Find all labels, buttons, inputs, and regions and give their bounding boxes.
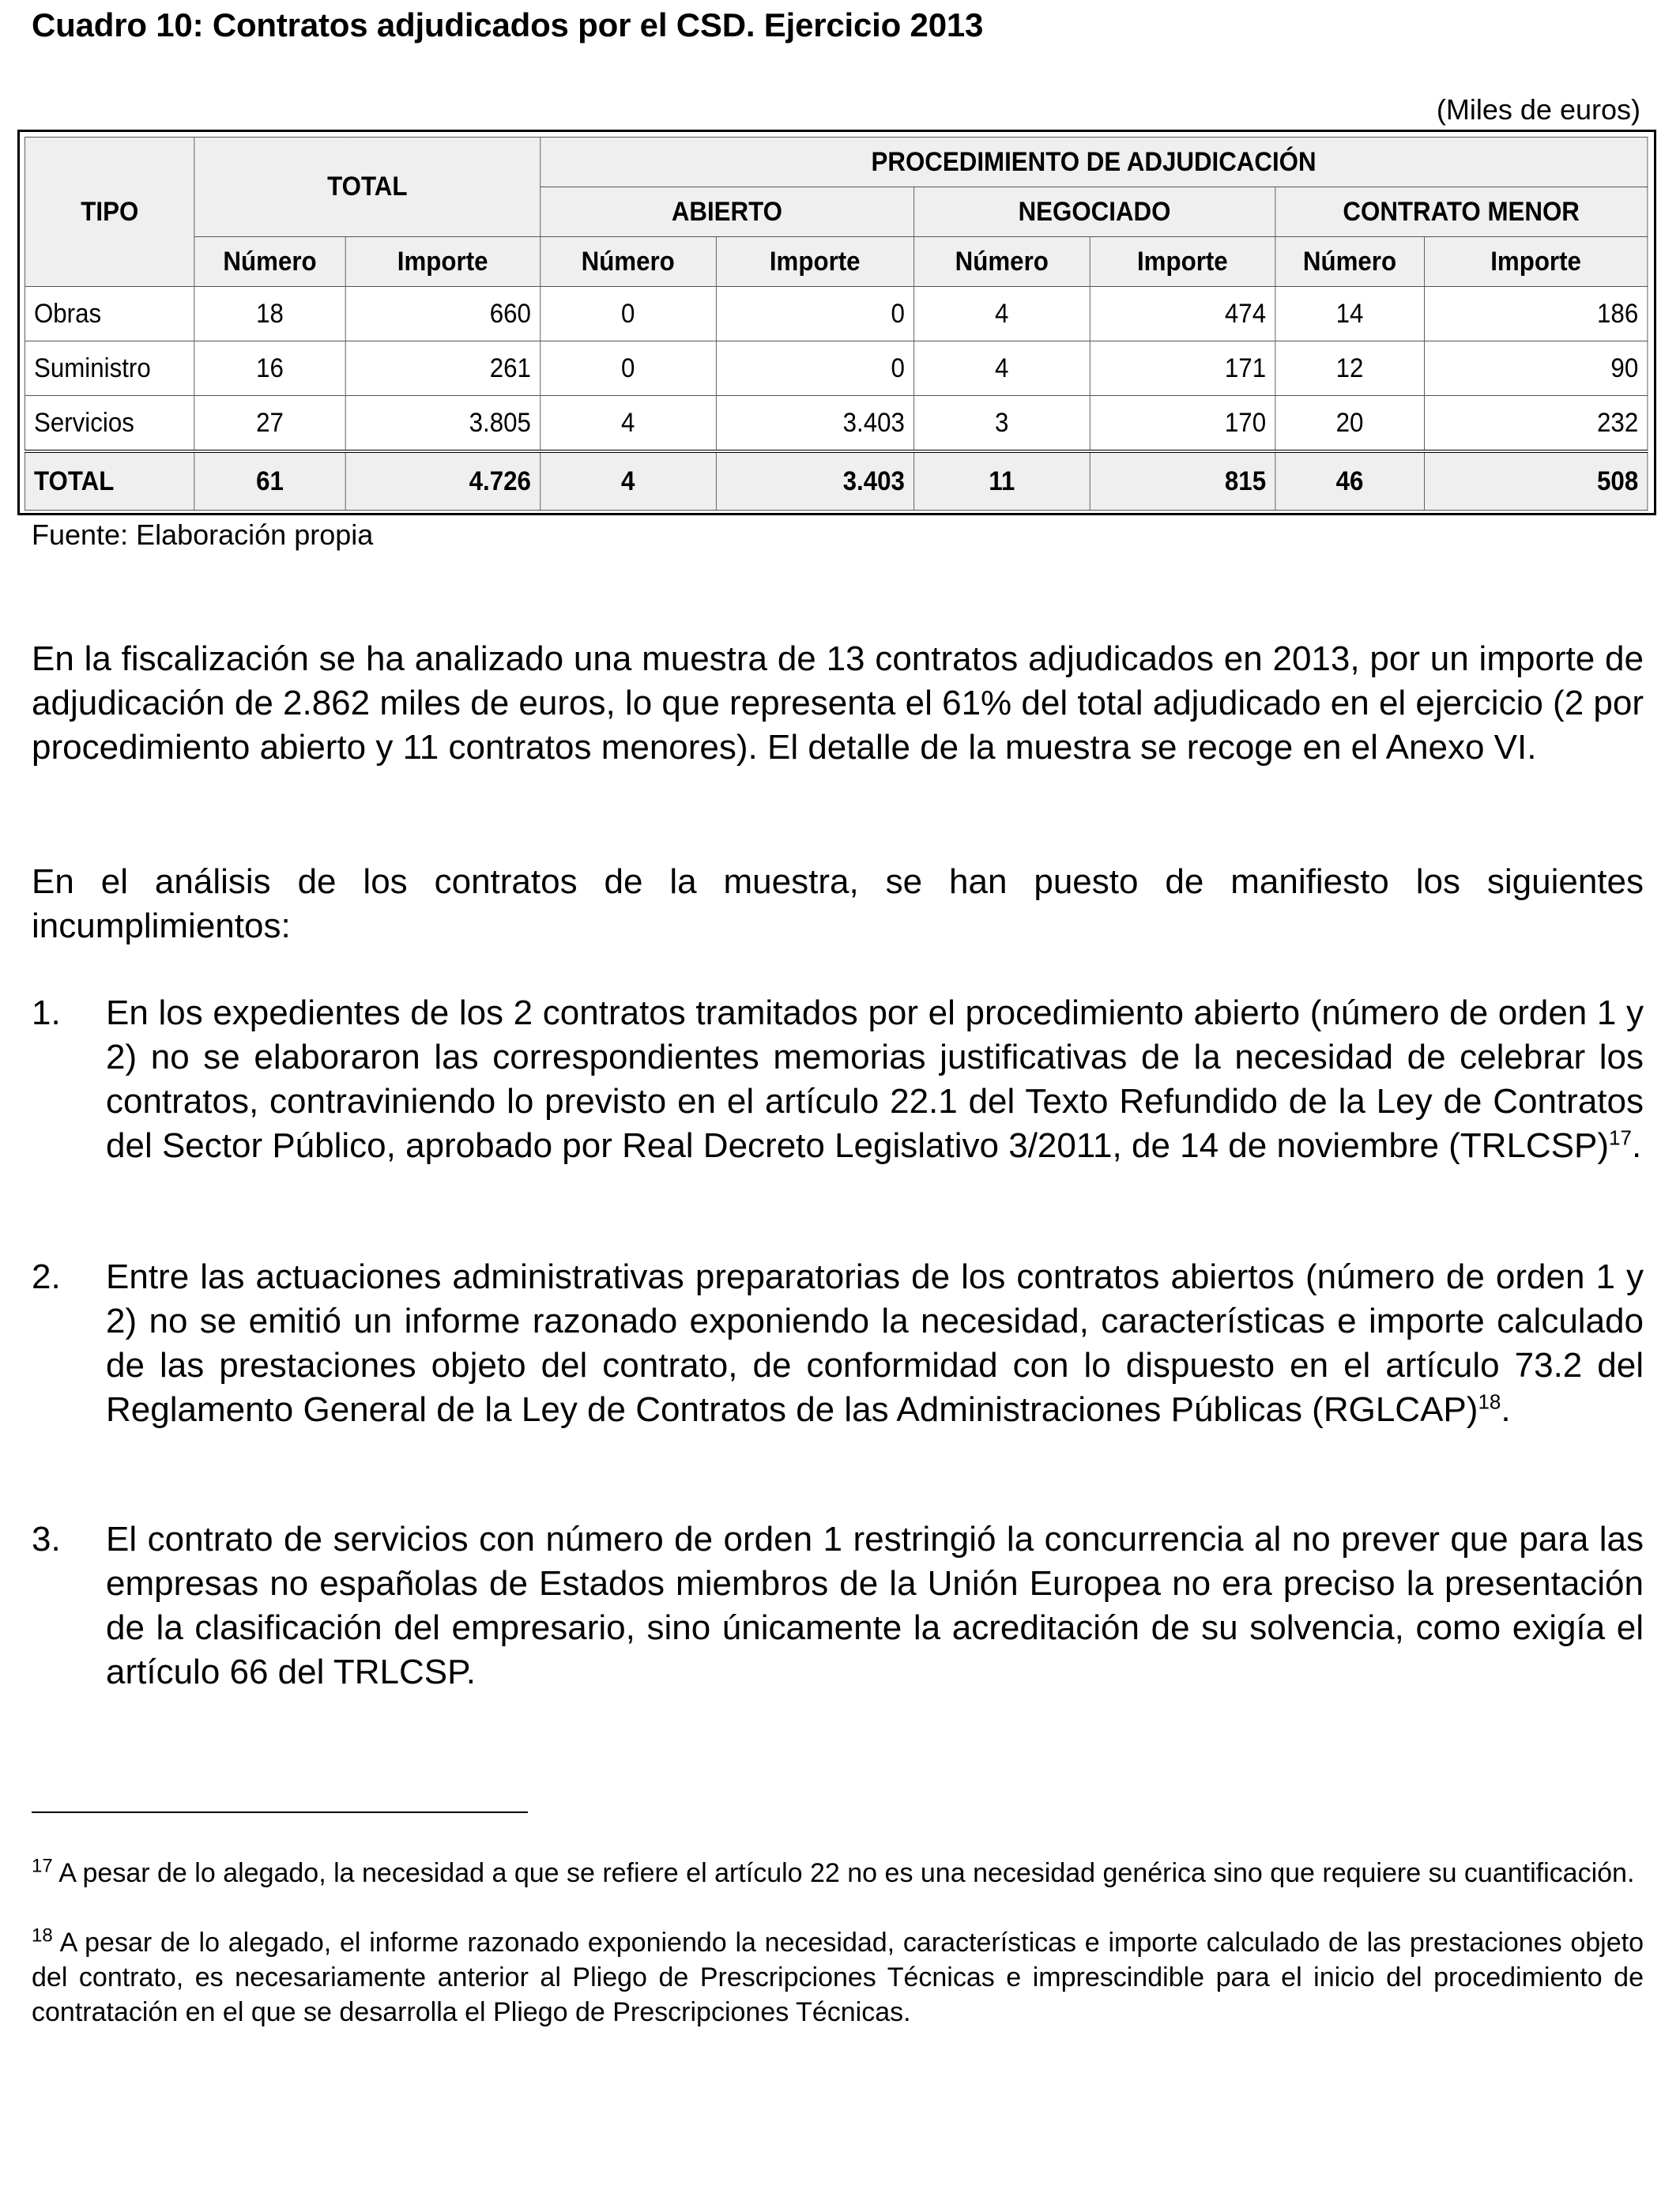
footnote-number: 17 <box>32 1855 53 1877</box>
cell-menor-importe: 232 <box>1424 396 1647 452</box>
cell-tipo: Suministro <box>24 341 194 396</box>
list-item-text: Entre las actuaciones administrativas preparatorias de los contratos abiertos (número de orden 1 y 2) no se emitió un informe razonado exponiendo la necesidad, características e importe calculado de las prestaciones objeto del contrato, de conformidad con lo dispuesto en el artículo 73.2 del Reglamento General de la Ley de Contratos de las Administraciones Públicas (RGLCAP)$^{18}$. <box>106 1257 1644 1429</box>
cell-negociado-numero: 3 <box>913 396 1090 452</box>
table-row <box>24 287 1647 341</box>
list-item-text: En los expedientes de los 2 contratos tramitados por el procedimiento abierto (número de orden 1 y 2) no se elaboraron las correspondientes memorias justificativas de la necesidad de celebrar los contratos, contraviniendo lo previsto en el artículo 22.1 del Texto Refundido de la Ley de Contratos del Sector Público, aprobado por Real Decreto Legislativo 3/2011, de 14 de noviembre (TRLCSP)$^{17}$. <box>106 993 1644 1165</box>
list-item-number: 3. <box>32 1520 61 1559</box>
cell-total-numero: 18 <box>194 287 345 341</box>
list-item-number: 1. <box>32 993 61 1032</box>
paragraph: En la fiscalización se ha analizado una muestra de 13 contratos adjudicados en 2013, por un importe de adjudicación de 2.862 miles de euros, lo que representa el 61% del total adjudicado en el ejercicio (2 por procedimiento abierto y 11 contratos menores). El detalle de la muestra se recoge en el Anexo VI. <box>32 639 1644 767</box>
footnote: $^{18}$ A pesar de lo alegado, el informe razonado exponiendo la necesidad, características e importe calculado de las prestaciones objeto del contrato, es necesariamente anterior al Pliego de Prescripciones Técnicas e imprescindible para el inicio del procedimiento de contratación en el que se desarrolla el Pliego de Prescripciones Técnicas. <box>32 1924 1644 2027</box>
cell-menor-numero: 14 <box>1275 287 1425 341</box>
contracts-table <box>24 137 1648 511</box>
cell-tipo: TOTAL <box>24 451 194 511</box>
footnote: $^{17}$ A pesar de lo alegado, la necesidad a que se refiere el artículo 22 no es una necesidad genérica sino que requiere su cuantificación. <box>32 1855 1635 1888</box>
cell-menor-numero: 20 <box>1275 396 1425 452</box>
cell-total-importe: 261 <box>345 341 540 396</box>
cell-total-numero: 61 <box>194 451 345 511</box>
cell-abierto-importe: 0 <box>716 341 913 396</box>
table-total-row <box>24 451 1647 511</box>
cell-abierto-importe: 3.403 <box>716 396 913 452</box>
cell-menor-importe: 90 <box>1424 341 1647 396</box>
header-importe: Importe <box>716 237 913 287</box>
table-title: Cuadro 10: Contratos adjudicados por el CSD. Ejercicio 2013 <box>32 6 984 43</box>
cell-negociado-numero: 4 <box>913 287 1090 341</box>
cell-total-importe: 4.726 <box>345 451 540 511</box>
list-item-text: El contrato de servicios con número de orden 1 restringió la concurrencia al no prever que para las empresas no españolas de Estados miembros de la Unión Europea no era preciso la presentación de la clasificación del empresario, sino únicamente la acreditación de su solvencia, como exigía el artículo 66 del TRLCSP. <box>106 1520 1644 1691</box>
header-negociado: NEGOCIADO <box>913 187 1275 237</box>
header-tipo: TIPO <box>24 138 194 287</box>
cell-negociado-importe: 171 <box>1090 341 1275 396</box>
header-importe: Importe <box>1424 237 1647 287</box>
header-numero: Número <box>540 237 716 287</box>
cell-negociado-importe: 815 <box>1090 451 1275 511</box>
cell-total-numero: 16 <box>194 341 345 396</box>
cell-abierto-importe: 3.403 <box>716 451 913 511</box>
cell-total-numero: 27 <box>194 396 345 452</box>
cell-abierto-importe: 0 <box>716 287 913 341</box>
cell-total-importe: 660 <box>345 287 540 341</box>
cell-tipo: Servicios <box>24 396 194 452</box>
header-total: TOTAL <box>194 138 540 237</box>
cell-menor-numero: 46 <box>1275 451 1425 511</box>
cell-menor-numero: 12 <box>1275 341 1425 396</box>
footnote-ref: 18 <box>1478 1389 1501 1414</box>
cell-abierto-numero: 0 <box>540 287 716 341</box>
header-procedimiento: PROCEDIMIENTO DE ADJUDICACIÓN <box>540 138 1647 187</box>
footnote-number: 18 <box>32 1924 53 1947</box>
contracts-table-frame <box>17 130 1656 515</box>
header-numero: Número <box>194 237 345 287</box>
units-label: (Miles de euros) <box>1436 93 1640 126</box>
footnote-ref: 17 <box>1609 1125 1632 1150</box>
cell-menor-importe: 508 <box>1424 451 1647 511</box>
header-numero: Número <box>913 237 1090 287</box>
cell-negociado-importe: 170 <box>1090 396 1275 452</box>
table-source: Fuente: Elaboración propia <box>32 518 374 551</box>
cell-negociado-importe: 474 <box>1090 287 1275 341</box>
header-contrato-menor: CONTRATO MENOR <box>1275 187 1648 237</box>
cell-abierto-numero: 4 <box>540 451 716 511</box>
cell-abierto-numero: 4 <box>540 396 716 452</box>
header-numero: Número <box>1275 237 1425 287</box>
cell-negociado-numero: 11 <box>913 451 1090 511</box>
cell-negociado-numero: 4 <box>913 341 1090 396</box>
paragraph: En el análisis de los contratos de la muestra, se han puesto de manifiesto los siguientes incumplimientos: <box>32 862 1644 945</box>
list-item-number: 2. <box>32 1257 61 1296</box>
cell-tipo: Obras <box>24 287 194 341</box>
table-row <box>24 396 1647 452</box>
header-importe: Importe <box>345 237 540 287</box>
footnote-separator <box>32 1811 528 1813</box>
cell-abierto-numero: 0 <box>540 341 716 396</box>
cell-total-importe: 3.805 <box>345 396 540 452</box>
header-importe: Importe <box>1090 237 1275 287</box>
cell-menor-importe: 186 <box>1424 287 1647 341</box>
header-abierto: ABIERTO <box>540 187 913 237</box>
table-row <box>24 341 1647 396</box>
